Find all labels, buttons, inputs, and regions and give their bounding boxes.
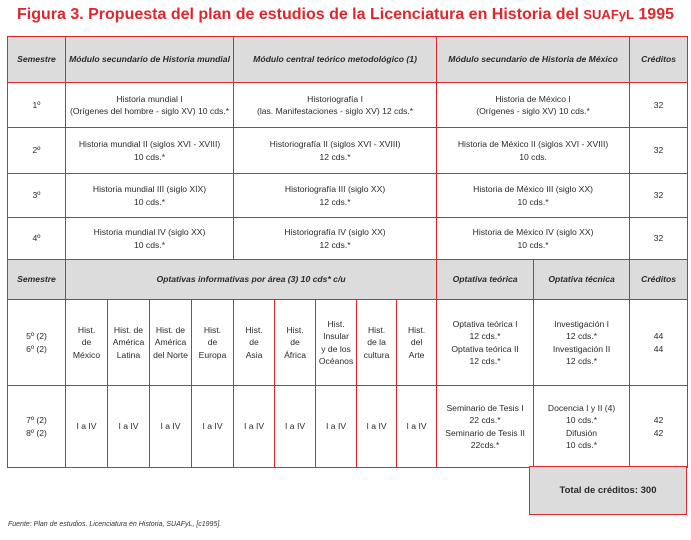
optativa-teorica-cell: [437, 386, 534, 468]
area-range-cell: I a IV: [316, 386, 357, 468]
area-label: América: [112, 337, 145, 348]
course-detail: 10 cds.: [519, 151, 547, 162]
area-label: Europa: [198, 349, 227, 360]
area-label: Arte: [408, 349, 425, 360]
central-cell: [234, 83, 437, 128]
area-label: Insular: [323, 331, 349, 342]
area-label: de: [207, 337, 218, 348]
area-range-cell: I a IV: [357, 386, 397, 468]
mexico-cell: [437, 83, 630, 128]
course-detail: 10 cds.*: [517, 239, 549, 250]
area-range-cell: I a IV: [150, 386, 192, 468]
central-cell: [234, 218, 437, 260]
area-label: Hist.: [407, 325, 426, 336]
course-detail: 10 cds.*: [566, 439, 598, 450]
mundial-cell: [66, 128, 234, 174]
creditos-cell: [630, 386, 688, 468]
header-optativa-teorica: Optativa teórica: [437, 260, 534, 300]
area-label: Asia: [245, 349, 263, 360]
course-name: Difusión: [566, 427, 598, 438]
course-name: Investigación I: [554, 319, 610, 330]
area-label: del: [410, 337, 423, 348]
area-label: Hist.: [203, 325, 222, 336]
optativa-teorica-cell: [437, 300, 534, 386]
area-label: Hist.: [286, 325, 304, 336]
mexico-cell: [437, 174, 630, 218]
area-cell: [66, 300, 108, 386]
course-name: Optativa teórica II: [451, 343, 519, 354]
semestre-label: 6º (2): [26, 343, 47, 354]
course-name: Historia de México II (siglos XVI - XVIII): [457, 139, 609, 150]
course-name: Seminario de Tesis II: [445, 427, 525, 438]
course-detail: 10 cds.*: [133, 239, 166, 250]
header-optativa-tecnica: Optativa técnica: [534, 260, 630, 300]
course-name: Docencia I y II (4): [547, 403, 616, 414]
course-detail: 12 cds.*: [319, 151, 351, 162]
area-range-cell: I a IV: [397, 386, 437, 468]
central-cell: [234, 174, 437, 218]
table-row: [8, 386, 688, 468]
semestre-cell: 1º: [8, 83, 66, 128]
course-detail: 12 cds.*: [319, 196, 351, 207]
course-detail: (las. Manifestaciones - siglo XV) 12 cds.*: [256, 106, 414, 116]
course-name: Historiografía III (siglo XX): [284, 184, 386, 195]
area-range-cell: I a IV: [108, 386, 150, 468]
course-detail: 12 cds.*: [469, 331, 501, 342]
course-name: Historia de México III (siglo XX): [473, 184, 593, 195]
source-note: Fuente: Plan de estudios. Licenciatura en Historia, SUAFyL, [c1995].: [8, 521, 222, 528]
title-year: 1995: [638, 6, 674, 23]
course-detail: 12 cds.*: [469, 355, 501, 366]
header-creditos: Créditos: [630, 37, 688, 83]
area-cell: [150, 300, 192, 386]
area-cell: [357, 300, 397, 386]
optativa-tecnica-cell: [534, 386, 630, 468]
area-label: México: [72, 349, 101, 360]
area-cell: [234, 300, 275, 386]
area-range-cell: I a IV: [234, 386, 275, 468]
semestre-cell: 3º: [8, 174, 66, 218]
area-label: Hist.: [327, 319, 345, 330]
area-label: Hist.: [245, 325, 263, 336]
header-optativas: Optativas informativas por área (3) 10 cds* c/u: [66, 260, 437, 300]
course-name: Investigación II: [552, 343, 611, 354]
header-row-2: [8, 260, 688, 300]
area-range-cell: I a IV: [66, 386, 108, 468]
semestre-label: 8º (2): [26, 427, 47, 438]
course-detail: 10 cds.*: [517, 196, 549, 207]
course-detail: 10 cds.*: [133, 151, 166, 162]
semestre-cell: [8, 386, 66, 468]
creditos-value: 42: [653, 415, 664, 426]
area-label: cultura: [363, 349, 390, 360]
mundial-cell: [66, 218, 234, 260]
area-label: África: [284, 349, 307, 360]
creditos-cell: [630, 300, 688, 386]
area-label: América: [154, 337, 187, 348]
semestre-cell: 4º: [8, 218, 66, 260]
area-label: de: [249, 337, 259, 348]
course-name: Historia mundial II (siglos XVI - XVIII): [78, 139, 221, 150]
course-detail: 22cds.*: [470, 439, 500, 450]
table-row: [8, 174, 688, 218]
header-mod-mexico: Módulo secundario de Historia de México: [437, 37, 630, 83]
course-name: Historia mundial III (siglo XIX): [92, 184, 207, 195]
table-row: [8, 83, 688, 128]
area-range-cell: I a IV: [275, 386, 316, 468]
course-detail: 10 cds.*: [566, 415, 598, 426]
area-cell: [108, 300, 150, 386]
creditos-cell: 32: [630, 174, 688, 218]
mundial-cell: [66, 83, 234, 128]
area-label: Latina: [116, 349, 141, 360]
course-detail: 12 cds.*: [566, 355, 598, 366]
figure-title: [0, 6, 691, 24]
mexico-cell: [437, 218, 630, 260]
creditos-cell: 32: [630, 83, 688, 128]
creditos-cell: 32: [630, 218, 688, 260]
course-detail: 22 cds.*: [469, 415, 501, 426]
course-detail: (Orígenes del hombre - siglo XV) 10 cds.*: [69, 106, 230, 116]
creditos-cell: 32: [630, 128, 688, 174]
course-name: Historia mundial IV (siglo XX): [93, 227, 206, 238]
central-cell: [234, 128, 437, 174]
optativa-tecnica-cell: [534, 300, 630, 386]
course-name: Historiografía II (siglos XVI - XVIII): [269, 139, 401, 150]
mundial-cell: [66, 174, 234, 218]
area-label: del Norte: [153, 349, 188, 360]
area-label: de: [290, 337, 300, 348]
area-label: de la: [367, 337, 386, 348]
course-name: Historia de México IV (siglo XX): [472, 227, 594, 238]
course-detail: 12 cds.*: [319, 239, 351, 250]
area-cell: [316, 300, 357, 386]
semestre-label: 7º (2): [26, 415, 47, 426]
title-main: Figura 3. Propuesta del plan de estudios de la Licenciatura en Historia del: [17, 6, 579, 23]
mexico-cell: [437, 128, 630, 174]
semestre-cell: 2º: [8, 128, 66, 174]
area-cell: [192, 300, 234, 386]
area-cell: [397, 300, 437, 386]
header-semestre: Semestre: [8, 37, 66, 83]
creditos-value: 44: [653, 343, 664, 354]
semestre-label: 5º (2): [26, 331, 47, 342]
course-detail: (Orígenes - siglo XV) 10 cds.*: [476, 106, 590, 116]
total-credits-box: [529, 466, 687, 515]
creditos-value: 44: [653, 331, 664, 342]
course-name: Historia mundial I: [116, 93, 183, 104]
study-plan-table: [7, 36, 688, 468]
course-detail: 12 cds.*: [566, 331, 598, 342]
course-name: Historiografía I: [307, 93, 363, 104]
course-detail: 10 cds.*: [133, 196, 166, 207]
course-name: Historiografía IV (siglo XX): [284, 227, 386, 238]
header-mod-mundial: Módulo secundario de Historia mundial: [66, 37, 234, 83]
area-label: Hist. de: [113, 325, 144, 336]
header-mod-central: Módulo central teórico metodológico (1): [234, 37, 437, 83]
course-name: Historia de México I: [495, 93, 571, 104]
table-row: [8, 218, 688, 260]
header-semestre: Semestre: [8, 260, 66, 300]
area-label: y de los: [321, 343, 351, 354]
area-label: de: [81, 337, 92, 348]
table-row: [8, 300, 688, 386]
table-row: [8, 128, 688, 174]
title-org: SUAFyL: [583, 7, 634, 22]
header-row-1: [8, 37, 688, 83]
total-credits: Total de créditos: 300: [559, 485, 657, 496]
course-name: Optativa teórica I: [452, 319, 518, 330]
area-range-cell: I a IV: [192, 386, 234, 468]
course-name: Seminario de Tesis I: [446, 403, 524, 414]
area-label: Hist.: [77, 325, 96, 336]
area-cell: [275, 300, 316, 386]
header-creditos: Créditos: [630, 260, 688, 300]
area-label: Hist. de: [155, 325, 186, 336]
semestre-cell: [8, 300, 66, 386]
area-label: Hist.: [367, 325, 386, 336]
area-label: Océanos: [318, 355, 354, 366]
creditos-value: 42: [653, 427, 664, 438]
